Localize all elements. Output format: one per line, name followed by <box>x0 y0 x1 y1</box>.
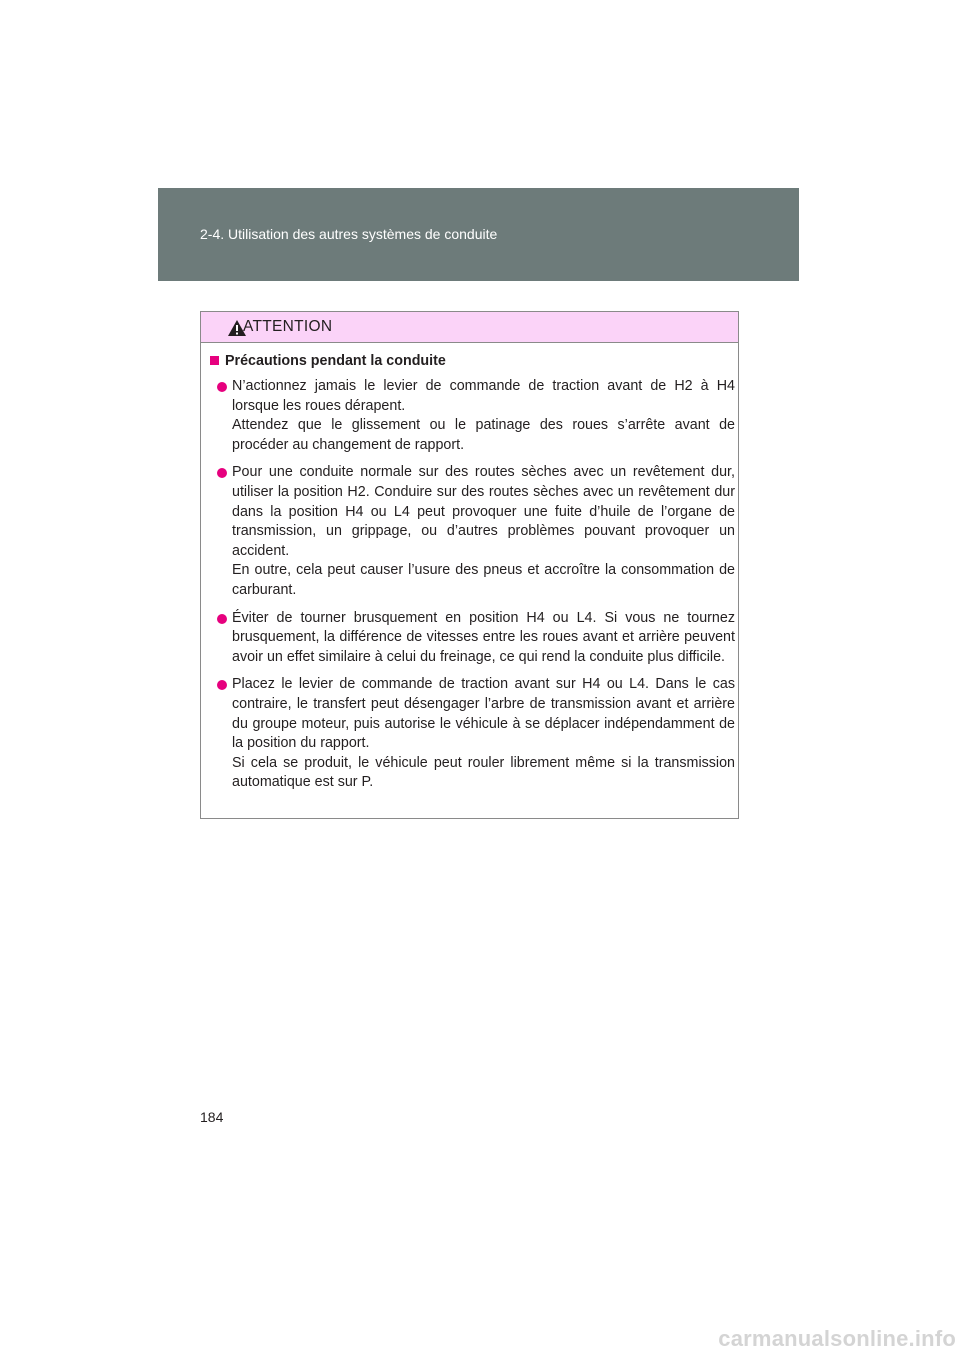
list-item <box>213 377 735 455</box>
list-item <box>213 675 735 793</box>
warning-title: ATTENTION <box>243 318 333 335</box>
list-item <box>213 609 735 668</box>
warning-header <box>201 312 738 343</box>
list-item-text: Pour une conduite normale sur des routes sèches avec un revêtement dur, utiliser la position H2. Conduire sur des routes sèches avec un revêtement dur dans la position H4 ou L4 peut provoquer une fuite d’huile de l’organe de transmission, un grippage, ou d’autres problèmes pouvant provoquer un accident. <box>232 464 735 559</box>
list-item-text: N’actionnez jamais le levier de commande de traction avant de H2 à H4 lorsque les roues dérapent. <box>232 378 735 414</box>
list-item-text: Si cela se produit, le véhicule peut rouler librement même si la transmission automatique est sur P. <box>232 754 735 791</box>
list-item-text: Éviter de tourner brusquement en position H4 ou L4. Si vous ne tournez brusquement, la différence de vitesses entre les roues avant et arrière peuvent avoir un effet similaire à celui du freinage, ce qui rend la conduite plus difficile. <box>232 609 735 665</box>
list-item <box>213 463 735 600</box>
list-item-text: Placez le levier de commande de traction avant sur H4 ou L4. Dans le cas contraire, le transfert peut désengager l’arbre de transmission avant et arrière du groupe moteur, puis autorise le véhicule à se déplacer indépendamment de la position du rapport. <box>232 676 735 752</box>
page-number: 184 <box>200 1109 224 1125</box>
list-item-text: Attendez que le glissement ou le patinage des roues s’arrête avant de procéder au changement de rapport. <box>232 417 735 453</box>
square-bullet-icon <box>210 356 219 365</box>
watermark: carmanualsonline.info <box>718 1326 956 1351</box>
round-bullet-icon <box>217 382 227 392</box>
warning-list <box>213 377 735 801</box>
warning-box <box>200 311 739 819</box>
section-header-band <box>158 188 799 281</box>
round-bullet-icon <box>217 614 227 624</box>
list-item-text: En outre, cela peut causer l’usure des pneus et accroître la consommation de carburant. <box>232 562 735 598</box>
section-heading-text: Précautions pendant la conduite <box>225 353 446 369</box>
round-bullet-icon <box>217 468 227 478</box>
section-heading <box>210 353 446 369</box>
section-title: 2-4. Utilisation des autres systèmes de conduite <box>200 226 498 242</box>
round-bullet-icon <box>217 680 227 690</box>
